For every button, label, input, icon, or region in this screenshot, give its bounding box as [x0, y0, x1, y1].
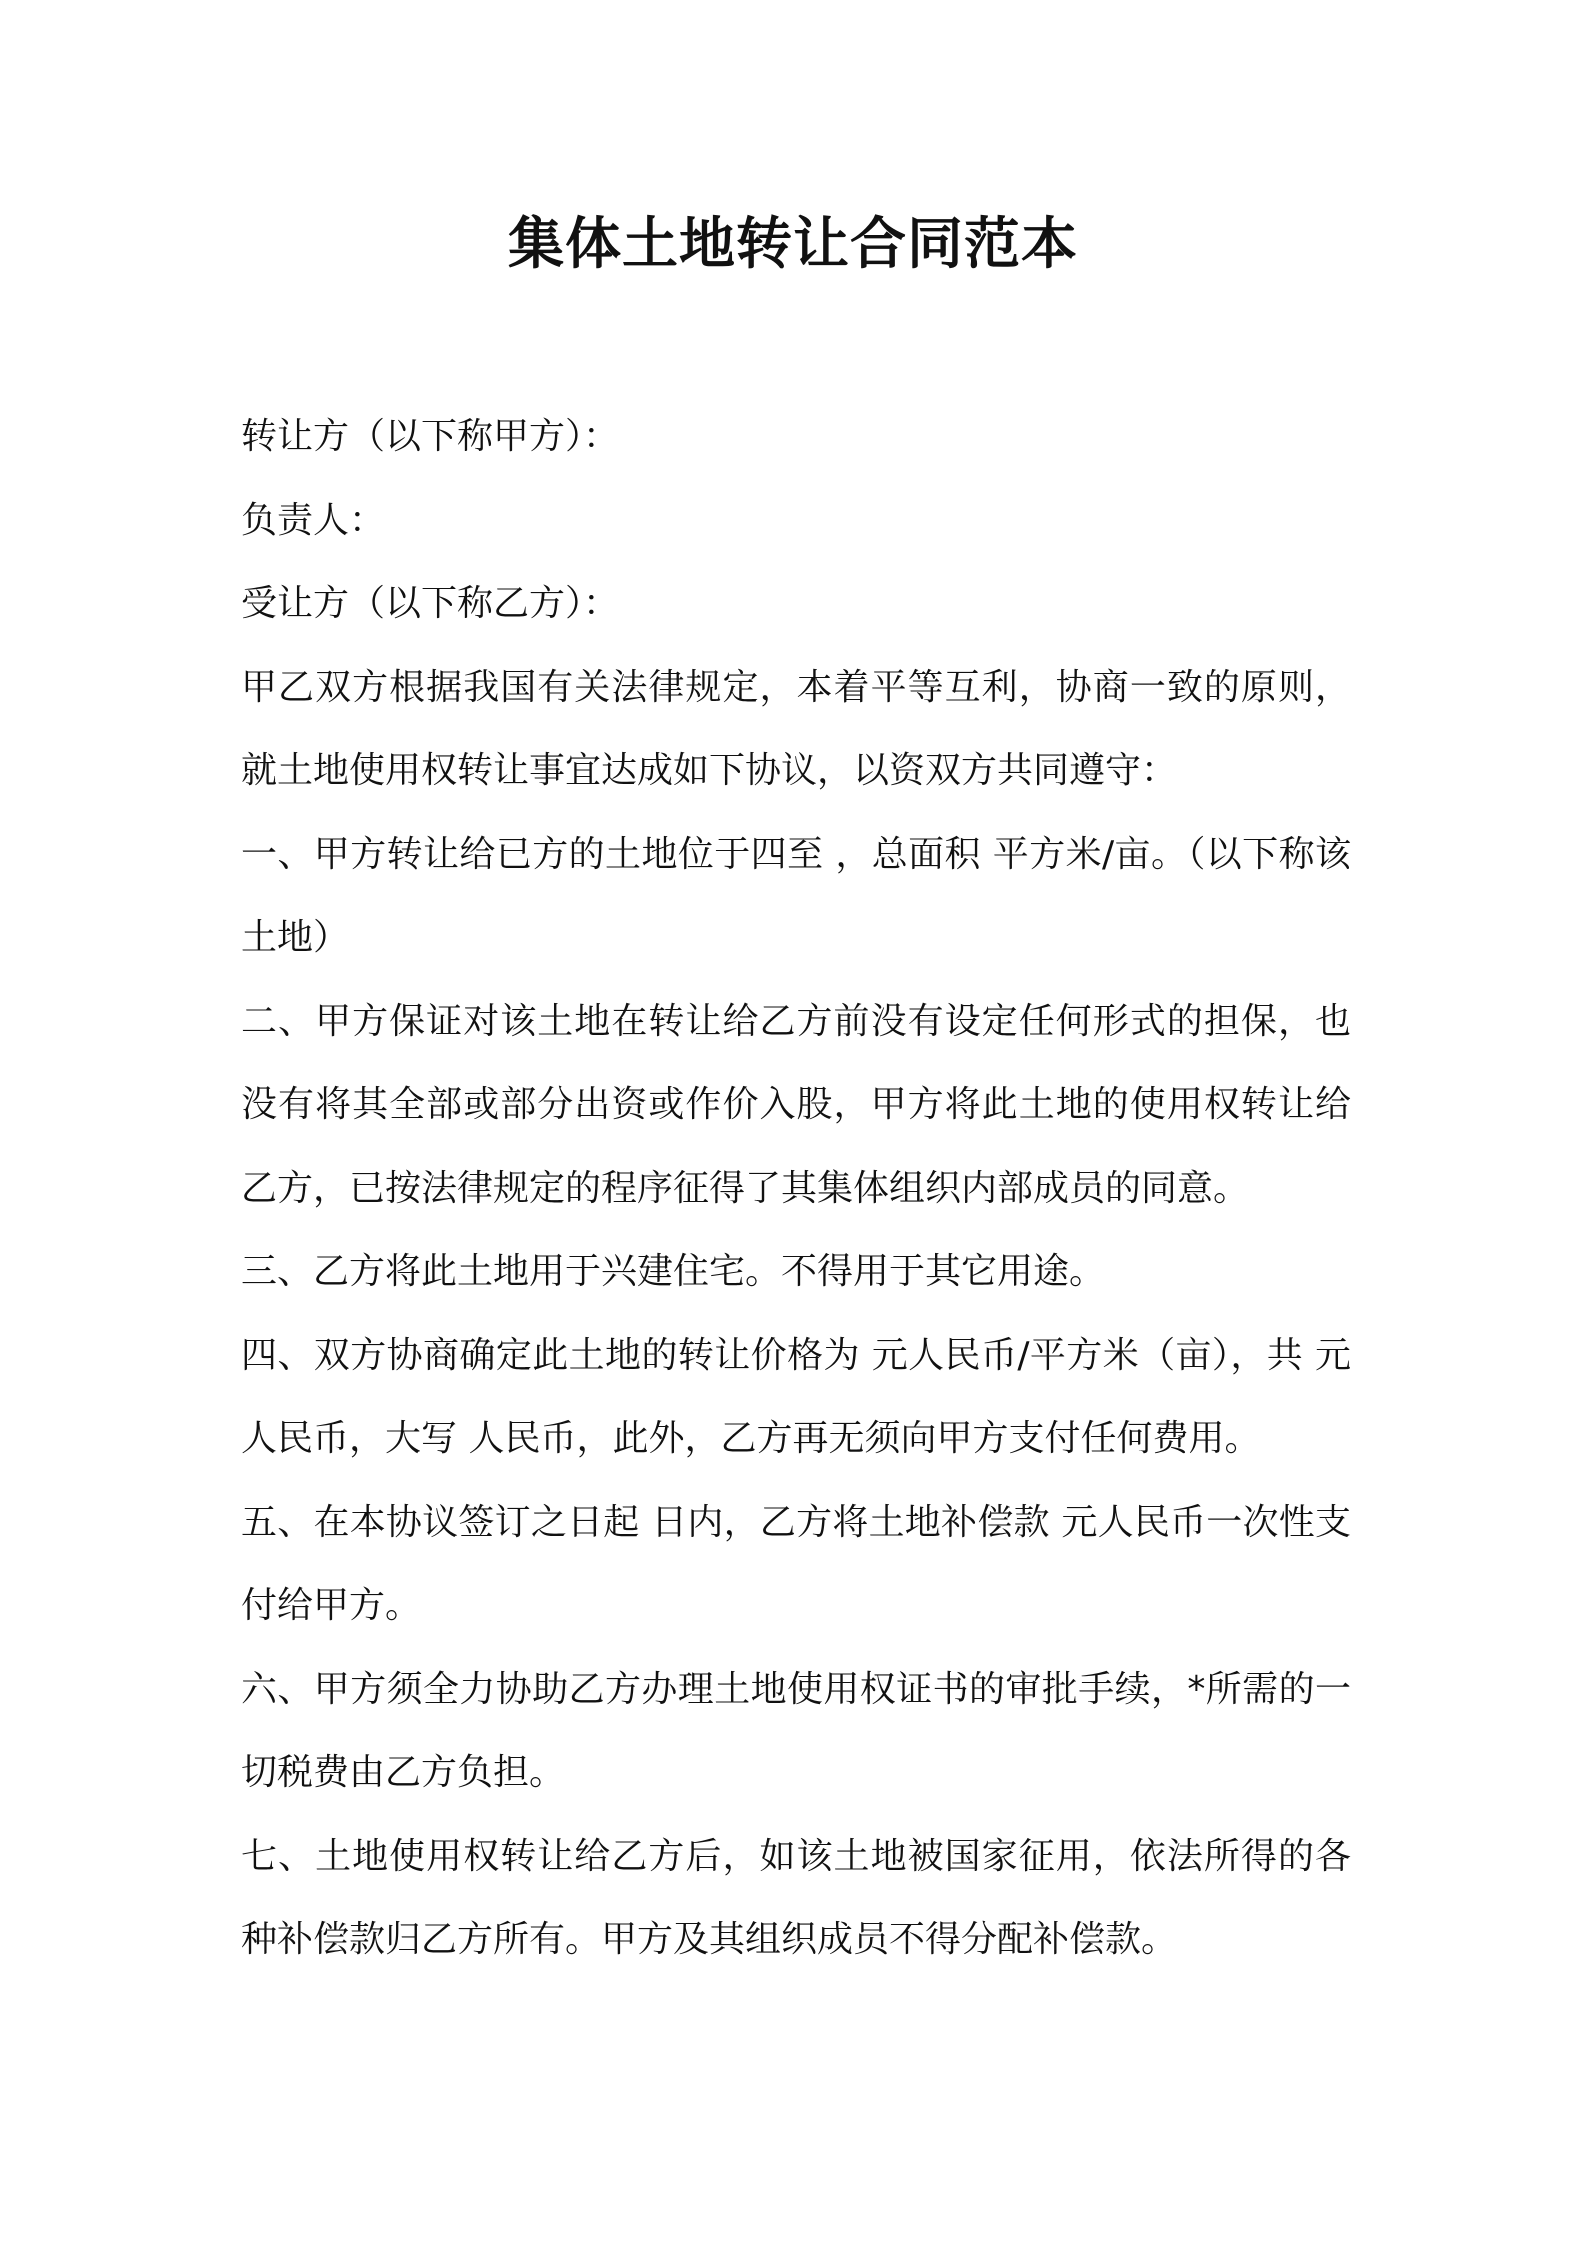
- clause-4: 四、双方协商确定此土地的转让价格为 元人民币/平方米（亩），共 元人民币，大写 人民币，此外，乙方再无须向甲方支付任何费用。: [241, 1334, 1351, 1459]
- responsible-person-line: 负责人：: [241, 499, 386, 541]
- transferee-line: 受让方（以下称乙方）：: [241, 583, 620, 624]
- clause-1: 一、甲方转让给已方的土地位于四至 ，总面积 平方米/亩。（以下称该土地）: [241, 833, 1351, 958]
- document-title: 集体土地转让合同范本: [508, 212, 1078, 277]
- document-body: [241, 395, 1351, 1982]
- clause-5: 五、在本协议签订之日起 日内，乙方将土地补偿款 元人民币一次性支付给甲方。: [241, 1501, 1351, 1626]
- clause-2: 二、甲方保证对该土地在转让给乙方前没有设定任何形式的担保，也没有将其全部或部分出资或作价入股，甲方将此土地的使用权转让给乙方，已按法律规定的程序征得了其集体组织内部成员的同意。: [241, 1000, 1351, 1209]
- clause-3: 三、乙方将此土地用于兴建住宅。不得用于其它用途。: [241, 1251, 1106, 1292]
- preamble-paragraph: 甲乙双方根据我国有关法律规定，本着平等互利，协商一致的原则，就土地使用权转让事宜达成如下协议，以资双方共同遵守：: [241, 666, 1351, 791]
- clause-7: 七、土地使用权转让给乙方后，如该土地被国家征用，依法所得的各种补偿款归乙方所有。甲方及其组织成员不得分配补偿款。: [241, 1835, 1351, 1960]
- clause-6: 六、甲方须全力协助乙方办理土地使用权证书的审批手续，*所需的一切税费由乙方负担。: [241, 1668, 1351, 1793]
- transferor-line: 转让方（以下称甲方）：: [241, 416, 620, 457]
